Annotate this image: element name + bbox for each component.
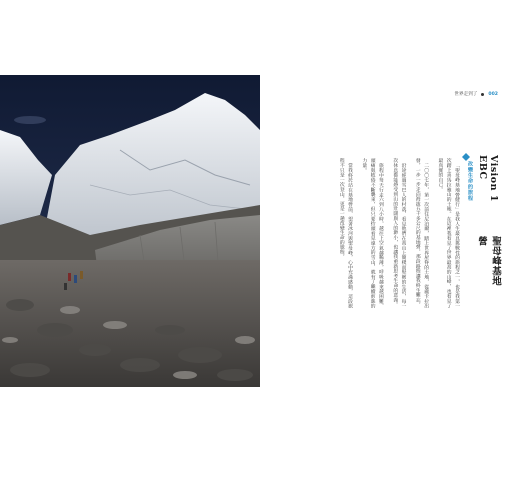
- everest-glacier-photo: [0, 75, 260, 387]
- paragraph: 旅程中每天行走六到八小時，越往上空氣越稀薄，呼吸越來越困難，頭痛與疲倦不斷襲來，但只要抬頭看見遠方的雪山，就有了繼續前進的力量。: [361, 158, 383, 308]
- paragraph: 「聖母峰基地營健行」是我人生最具挑戰性的旅程之一，也是我第一次踏上喜馬拉雅山的土地。在這裡我看見了世界最高的山峰，也看見了最真實的自己。: [437, 158, 459, 308]
- book-spread: [0, 75, 520, 395]
- page-number: 002: [488, 91, 498, 97]
- section-title: 改變生命的旅程: [467, 161, 473, 201]
- chapter-label: Vision 1 EBC: [477, 155, 499, 202]
- body-text: [290, 158, 460, 308]
- chapter-heading: [476, 155, 501, 295]
- bullet-icon: [481, 93, 484, 96]
- right-page: [262, 75, 520, 395]
- running-head: [454, 91, 498, 97]
- paragraph: 沿途經過雪巴人的村落，看見他們在高山上簡樸而堅韌的生活，每一次休息都能感受到山的壯闊與人的渺小，也讓我重新思考生命的意義。: [392, 158, 406, 308]
- book-title: 世界走到了: [454, 92, 478, 97]
- chapter-title: 聖母峰基地營: [476, 235, 501, 286]
- paragraph: 二〇〇七年，第一次前往尼泊爾，踏上世界屋脊的土地，從盧卡拉出發，一步一步走向海拔五千多公尺的基地營，那段路程讓我終生難忘。: [414, 158, 429, 308]
- section-marker-icon: [462, 153, 470, 161]
- paragraph: 當我終於站在基地營前，望著冰河與聖母峰，心中充滿感動，這段旅程不只是一次登山，更是一趟改變生命的旅程。: [338, 158, 353, 308]
